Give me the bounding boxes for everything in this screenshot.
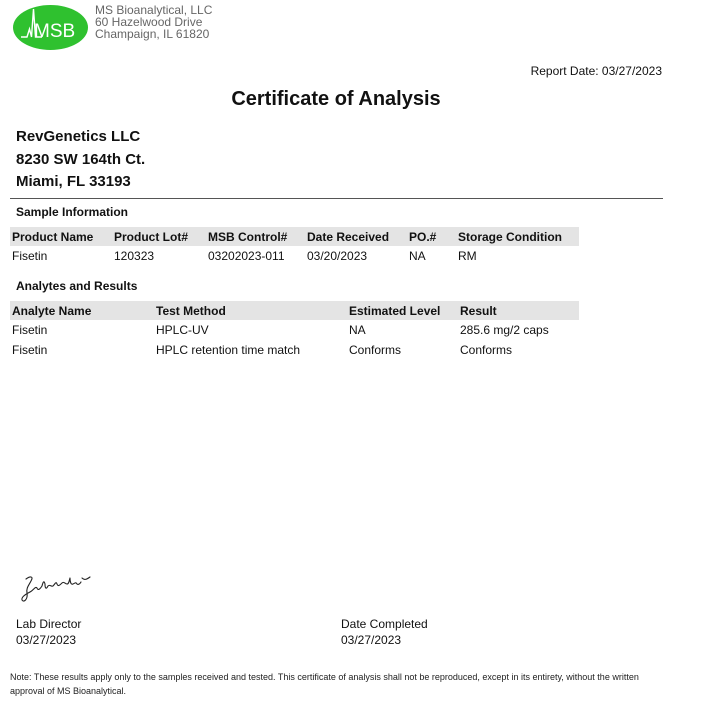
table-cell: Fisetin [12,323,48,337]
date-completed-label: Date Completed [341,617,428,631]
column-header: Date Received [305,227,407,246]
table-cell: NA [409,249,426,263]
client-street: 8230 SW 164th Ct. [16,150,146,168]
client-city: Miami, FL 33193 [16,173,131,190]
report-date: Report Date: 03/27/2023 [530,64,662,78]
table-cell: HPLC-UV [156,323,209,337]
lab-director-label: Lab Director [16,617,82,631]
table-cell: 120323 [114,249,155,263]
analytes-title: Analytes and Results [16,279,138,293]
analytes-header-row [10,301,579,320]
client-address-block [16,126,145,194]
logo-text: MSB [34,21,76,42]
column-header: PO.# [407,227,456,246]
table-cell: HPLC retention time match [156,343,301,357]
footer-note: Note: These results apply only to the samples received and tested. This certificate of analysis shall not be reproduced, except in its entirety, without the written approval of MS Bioanalytical. [10,672,639,696]
client-name: RevGenetics LLC [16,128,141,145]
table-cell: 285.6 mg/2 caps [460,323,549,337]
table-row [10,320,579,340]
date-completed-value: 03/27/2023 [341,633,402,647]
table-cell: Fisetin [12,343,48,357]
company-address-line2: Champaign, IL 61820 [95,27,210,41]
company-name: MS Bioanalytical, LLC [95,3,213,17]
column-header: Product Lot# [112,227,206,246]
table-cell: RM [458,249,477,263]
company-logo [12,4,89,51]
table-row [10,246,579,266]
column-header: Storage Condition [456,227,579,246]
sample-info-title: Sample Information [16,205,129,219]
analytes-table [10,301,579,360]
column-header: MSB Control# [206,227,305,246]
table-cell: Conforms [349,343,402,357]
column-header: Product Name [10,227,112,246]
sample-info-header-row [10,227,579,246]
lab-director-signature [20,572,92,604]
column-header: Test Method [154,301,347,320]
company-address-line1: 60 Hazelwood Drive [95,15,203,29]
column-header: Analyte Name [10,301,154,320]
company-address-block [95,4,212,40]
table-cell: NA [349,323,366,337]
sample-info-table [10,227,579,266]
table-row [10,340,579,360]
lab-director-date: 03/27/2023 [16,633,77,647]
header-divider [10,198,663,199]
table-cell: Fisetin [12,249,48,263]
column-header: Result [458,301,579,320]
table-cell: 03202023-011 [208,249,285,263]
column-header: Estimated Level [347,301,458,320]
table-cell: 03/20/2023 [307,249,368,263]
document-title: Certificate of Analysis [231,88,441,110]
table-cell: Conforms [460,343,513,357]
